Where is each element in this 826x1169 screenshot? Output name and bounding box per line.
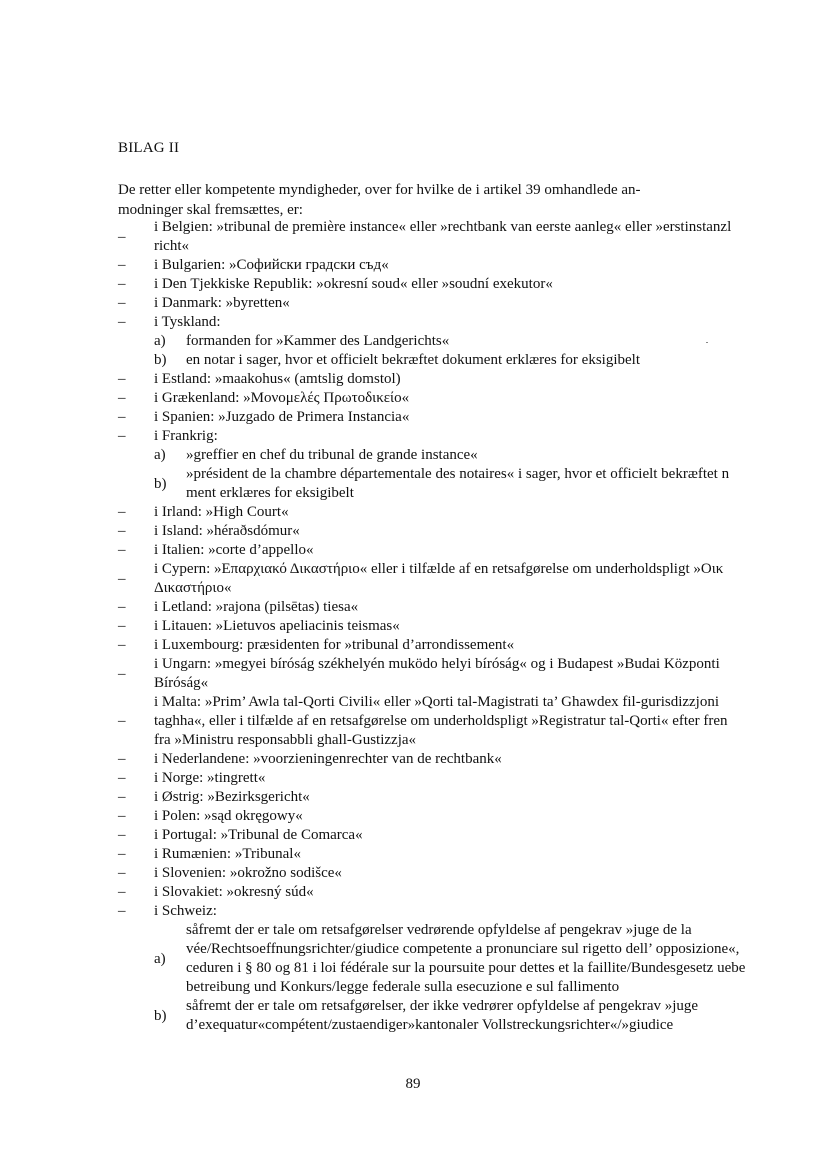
list-dash: – [118, 884, 126, 900]
list-dash: – [118, 276, 126, 292]
list-item [0, 522, 826, 541]
list-item-line: i Irland: »High Court« [154, 504, 289, 520]
list-item-line: i Belgien: »tribunal de première instance« eller »rechtbank van eerste aanleg« eller »erstinstanzl [154, 219, 732, 235]
list-item-text [154, 769, 826, 788]
list-item [0, 864, 826, 883]
sub-item-text [186, 332, 826, 351]
list-item-line: i Estland: »maakohus« (amtslig domstol) [154, 371, 401, 387]
list-dash: – [118, 409, 126, 425]
sub-item-label: b) [154, 352, 167, 368]
list-item [0, 503, 826, 522]
list-item [0, 845, 826, 864]
list-item-text [154, 275, 826, 294]
list-dash: – [118, 618, 126, 634]
sub-item-text [186, 351, 826, 370]
sub-item [0, 997, 826, 1035]
list-dash: – [118, 665, 126, 682]
list-item-text [154, 313, 826, 332]
list-item [0, 541, 826, 560]
list-item [0, 902, 826, 921]
list-item-line: i Litauen: »Lietuvos apeliacinis teismas« [154, 618, 400, 634]
sub-item-line: såfremt der er tale om retsafgørelser, der ikke vedrører opfyldelse af pengekrav »juge [186, 998, 699, 1014]
list-item [0, 560, 826, 598]
list-item-line: i Cypern: »Επαρχιακό Δικαστήριο« eller i tilfælde af en retsafgørelse om underholdspligt »Οικ [154, 561, 724, 577]
sub-item [0, 465, 826, 503]
list-item-text [154, 370, 826, 389]
sub-item-line: ment erklæres for eksigibelt [186, 485, 354, 501]
list-dash: – [118, 713, 126, 729]
list-item-line: i Spanien: »Juzgado de Primera Instancia« [154, 409, 410, 425]
list-item-text [154, 693, 826, 750]
list-item-text [154, 218, 826, 256]
list-item-line: i Letland: »rajona (pilsētas) tiesa« [154, 599, 359, 615]
list-item-line: i Malta: »Prim’ Awla tal-Qorti Civili« eller »Qorti tal-Magistrati ta’ Ghawdex fil-gurisdizzjoni [154, 694, 720, 710]
list-dash: – [118, 827, 126, 843]
list-dash: – [118, 295, 126, 311]
list-item-line: i Danmark: »byretten« [154, 295, 290, 311]
list-item [0, 807, 826, 826]
list-item-text [154, 522, 826, 541]
intro-paragraph [118, 180, 818, 220]
list-item-line: i Polen: »sąd okręgowy« [154, 808, 303, 824]
list-item-line: i Frankrig: [154, 428, 218, 444]
list-item-line: i Grækenland: »Μονομελές Πρωτοδικείο« [154, 390, 410, 406]
list-dash: – [118, 314, 126, 330]
sub-item-line: »président de la chambre départementale des notaires« i sager, hvor et officielt bekræftet n [186, 466, 730, 482]
sub-item-text [186, 446, 826, 465]
list-item [0, 655, 826, 693]
list-item-text [154, 408, 826, 427]
list-dash: – [118, 637, 126, 653]
list-dash: – [118, 504, 126, 520]
list-item-text [154, 541, 826, 560]
list-dash: – [118, 751, 126, 767]
list-item [0, 693, 826, 750]
list-item-line: richt« [154, 238, 189, 254]
list-item-text [154, 598, 826, 617]
list-dash: – [118, 523, 126, 539]
list-item-text [154, 845, 826, 864]
list-item [0, 427, 826, 446]
list-item [0, 769, 826, 788]
intro-line: De retter eller kompetente myndigheder, over for hvilke de i artikel 39 omhandlede an- [118, 182, 641, 198]
list-item-line: i Schweiz: [154, 903, 217, 919]
list-item-text [154, 560, 826, 598]
list-item [0, 408, 826, 427]
list-item [0, 788, 826, 807]
sub-item-line: d’exequatur«compétent/zustaendiger»kantonaler Vollstreckungsrichter«/»giudice [186, 1017, 674, 1033]
list-item-line: Δικαστήριο« [154, 580, 232, 596]
list-item-text [154, 617, 826, 636]
list-item-line: Bíróság« [154, 675, 209, 691]
sub-item-line: vée/Rechtsoeffnungsrichter/giudice competente a pronunciare sul rigetto dell’ opposizione«, [186, 941, 740, 957]
list-item-text [154, 636, 826, 655]
list-item-line: i Den Tjekkiske Republik: »okresní soud« eller »soudní exekutor« [154, 276, 553, 292]
list-item-line: i Ungarn: »megyei bíróság székhelyén muködo helyi bíróság« og i Budapest »Budai Központi [154, 656, 720, 672]
sub-item-line: formanden for »Kammer des Landgerichts« [186, 333, 450, 349]
sub-item [0, 332, 826, 351]
list-dash: – [118, 865, 126, 881]
list-dash: – [118, 770, 126, 786]
list-dash: – [118, 808, 126, 824]
list-item-line: i Italien: »corte d’appello« [154, 542, 314, 558]
list-item-line: fra »Ministru responsabbli ghall-Gustizzja« [154, 732, 417, 748]
list-dash: – [118, 428, 126, 444]
list-item [0, 256, 826, 275]
list-item-text [154, 864, 826, 883]
sub-item-text [186, 921, 826, 997]
sub-item [0, 446, 826, 465]
court-list [0, 218, 826, 1035]
sub-item-line: såfremt der er tale om retsafgørelser vedrørende opfyldelse af pengekrav »juge de la [186, 922, 692, 938]
sub-item-text [186, 997, 826, 1035]
list-dash: – [118, 228, 126, 245]
list-item [0, 275, 826, 294]
intro-line: modninger skal fremsættes, er: [118, 202, 303, 218]
sub-item-line: en notar i sager, hvor et officielt bekræftet dokument erklæres for eksigibelt [186, 352, 640, 368]
list-dash: – [118, 371, 126, 387]
sub-item-label: b) [154, 475, 167, 492]
list-dash: – [118, 390, 126, 406]
list-item-text [154, 655, 826, 693]
list-item-line: i Luxembourg: præsidenten for »tribunal d’arrondissement« [154, 637, 515, 653]
list-dash: – [118, 789, 126, 805]
list-item [0, 750, 826, 769]
list-dash: – [118, 846, 126, 862]
list-item-line: i Slovakiet: »okresný súd« [154, 884, 314, 900]
list-item [0, 389, 826, 408]
list-item-line: i Slovenien: »okrožno sodišce« [154, 865, 342, 881]
list-item-line: i Norge: »tingrett« [154, 770, 266, 786]
sub-item-label: a) [154, 950, 166, 967]
list-item [0, 826, 826, 845]
list-item-text [154, 807, 826, 826]
list-item-text [154, 256, 826, 275]
list-item-text [154, 902, 826, 921]
list-item [0, 313, 826, 332]
list-item-line: i Island: »héraðsdómur« [154, 523, 300, 539]
list-dash: – [118, 542, 126, 558]
sub-item-label: a) [154, 447, 166, 463]
list-item-line: i Tyskland: [154, 314, 221, 330]
list-item-text [154, 788, 826, 807]
list-item [0, 617, 826, 636]
list-item-text [154, 750, 826, 769]
list-dash: – [118, 257, 126, 273]
list-item-line: taghha«, eller i tilfælde af en retsafgørelse om underholdspligt »Registratur tal-Qorti« efter fren [154, 713, 728, 729]
list-item [0, 636, 826, 655]
sub-item-text [186, 465, 826, 503]
list-item-line: i Østrig: »Bezirksgericht« [154, 789, 310, 805]
list-item-text [154, 389, 826, 408]
list-item-text [154, 427, 826, 446]
list-item [0, 294, 826, 313]
list-dash: – [118, 599, 126, 615]
list-item-line: i Bulgarien: »Софийски градски съд« [154, 257, 389, 273]
list-item-line: i Rumænien: »Tribunal« [154, 846, 301, 862]
list-dash: – [118, 570, 126, 587]
list-item [0, 370, 826, 389]
list-item [0, 218, 826, 256]
list-dash: – [118, 903, 126, 919]
list-item-text [154, 826, 826, 845]
sub-item-label: b) [154, 1007, 167, 1024]
sub-item-line: betreibung und Konkurs/legge federale sulla esecuzione e sul fallimento [186, 979, 620, 995]
sub-item [0, 921, 826, 997]
list-item-text [154, 294, 826, 313]
sub-item [0, 351, 826, 370]
list-item-text [154, 883, 826, 902]
sub-item-line: »greffier en chef du tribunal de grande instance« [186, 447, 478, 463]
page-title: BILAG II [118, 140, 180, 156]
list-item-line: i Portugal: »Tribunal de Comarca« [154, 827, 363, 843]
list-item [0, 883, 826, 902]
list-item-text [154, 503, 826, 522]
sub-item-label: a) [154, 333, 166, 349]
page-number: 89 [405, 1076, 421, 1092]
sub-item-line: ceduren i § 80 og 81 i loi fédérale sur la poursuite pour dettes et la faillite/Bundesgesetz uebe [186, 960, 746, 976]
list-item-line: i Nederlandene: »voorzieningenrechter van de rechtbank« [154, 751, 502, 767]
list-item [0, 598, 826, 617]
